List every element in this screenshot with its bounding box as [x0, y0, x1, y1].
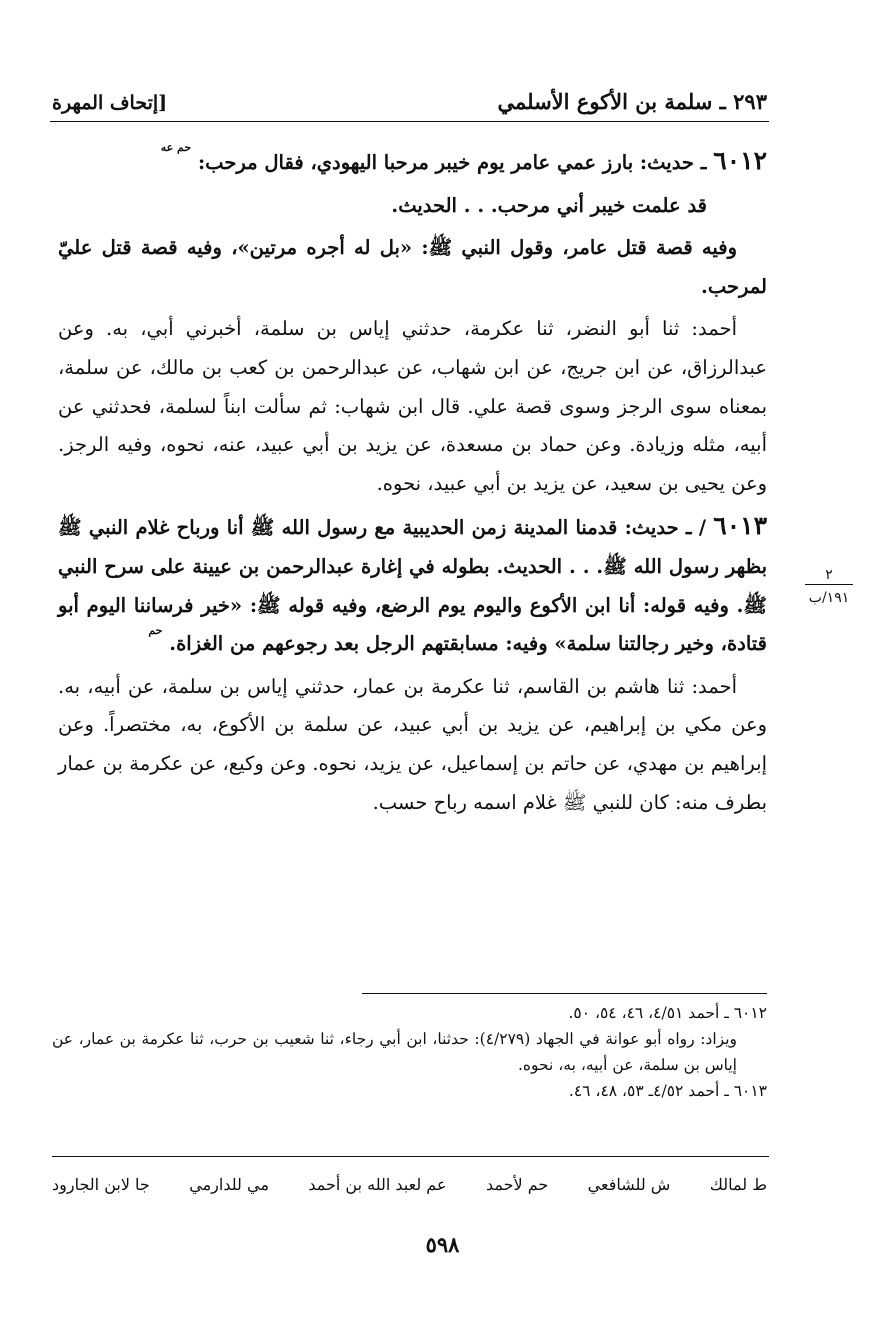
footnotes: [52, 1000, 767, 1104]
legend-rule: [52, 1156, 769, 1157]
hadith-text: ـ حديث: بارز عمي عامر يوم خيبر مرحبا اليهودي، فقال مرحب:: [197, 151, 714, 174]
hadith-6012-verse: قد علمت خيبر أني مرحب. . . الحديث.: [391, 193, 707, 217]
folio-mark: ٢: [825, 567, 833, 583]
source-codes: حم: [148, 624, 163, 638]
source-codes: حم عه: [160, 141, 192, 154]
page-number: ٥٩٨: [425, 1232, 460, 1257]
manuscript-folio-note: [799, 566, 859, 607]
legend-item: ط لمالك: [709, 1175, 767, 1194]
hadith-6012-note: وفيه قصة قتل عامر، وقول النبي ﷺ: «بل له أجره مرتين»، وفيه قصة قتل عليّ لمرحب.: [58, 236, 767, 298]
book-title: [إتحاف المهرة: [52, 92, 168, 114]
legend-item: عم لعبد الله بن أحمد: [308, 1175, 447, 1194]
legend-item: جا لابن الجارود: [52, 1175, 150, 1194]
footnote-6013: ٦٠١٣ ـ أحمد ٤/٥٢ـ ٥٣، ٤٨، ٤٦.: [568, 1082, 767, 1100]
hadith-text: / ـ حديث: قدمنا المدينة زمن الحديبية مع رسول الله ﷺ أنا ورباح غلام النبي ﷺ بظهر رسول الله ﷺ. . . الحديث. بطوله في إغارة عبدالرحمن بن عيينة على سرح النبي ﷺ. وفيه قوله: أنا ابن الأكوع واليوم يوم الرضع، وفيه قوله ﷺ: «خير فرساننا اليوم أبو قتادة، وخير رجالتنا سلمة» وفيه: مسابقتهم الرجل بعد رجوعهم من الغزاة.: [58, 516, 767, 656]
footnote-rule: [362, 993, 767, 994]
hadith-6012-heading: [58, 142, 767, 183]
hadith-number: ٦٠١٣: [713, 511, 767, 541]
abbreviation-legend: [52, 1172, 767, 1198]
hadith-6012-chain: أحمد: ثنا أبو النضر، ثنا عكرمة، حدثني إياس بن سلمة، أخبرني أبي، به. وعن عبدالرزاق، عن ابن جريج، عن ابن شهاب، عن عبدالرحمن بن كعب بن مالك، عن سلمة، بمعناه سوى الرجز وسوى قصة علي. قال ابن شهاب: ثم سألت ابناً لسلمة، فحدثني عن أبيه، مثله وزيادة. وعن حماد بن مسعدة، عن يزيد بن أبي عبيد، عنه، نحوه، وفيه الرجز. وعن يحيى بن سعيد، عن يزيد بن أبي عبيد، نحوه.: [58, 317, 767, 495]
running-header: [52, 62, 767, 114]
header-rule: [50, 121, 769, 122]
footnote-6012-addition: ويزاد: رواه أبو عوانة في الجهاد (٤/٢٧٩): حدثنا، ابن أبي رجاء، ثنا شعيب بن حرب، ثنا عكرمة بن عمار، عن إياس بن سلمة، عن أبيه، به، نحوه.: [52, 1030, 737, 1074]
chapter-title: ٢٩٣ ـ سلمة بن الأكوع الأسلمي: [497, 89, 767, 114]
folio-rule: [805, 584, 853, 585]
legend-item: ش للشافعي: [587, 1175, 671, 1194]
legend-item: مي للدارمي: [189, 1175, 269, 1194]
folio-reference: ١٩١/ب: [808, 590, 850, 606]
hadith-6013-chain: أحمد: ثنا هاشم بن القاسم، ثنا عكرمة بن عمار، حدثني إياس بن سلمة، عن أبيه، به. وعن مكي بن إبراهيم، عن يزيد بن أبي عبيد، عن سلمة بن الأكوع، به، مختصراً. وعن إبراهيم بن مهدي، عن حاتم بن إسماعيل، عن يزيد، نحوه. وعن وكيع، عن عكرمة بن عمار بطرف منه: كان للنبي ﷺ غلام اسمه رباح حسب.: [58, 674, 767, 814]
hadith-6013-heading: [58, 507, 767, 663]
legend-item: حم لأحمد: [485, 1175, 549, 1194]
main-text: [58, 142, 767, 826]
footnote-6012: ٦٠١٢ ـ أحمد ٤/٥١، ٤٦، ٥٤، ٥٠.: [568, 1004, 767, 1022]
hadith-number: ٦٠١٢: [713, 146, 767, 175]
